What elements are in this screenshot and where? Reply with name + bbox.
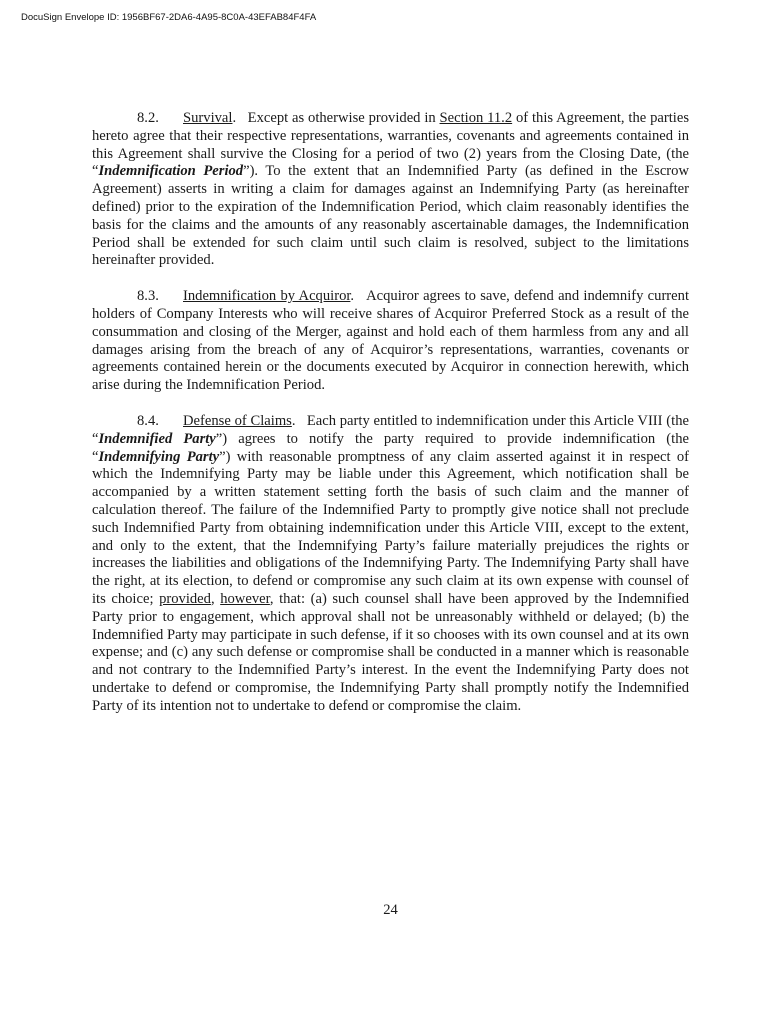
section-text: Acquiror agrees to save, defend and indemnify current holders of Company Interests who will receive shares of Acquiror Preferred Stock as a result of the consummation and closing of the Merger, against and hold each of them harmless from any and all damages arising from the breach of any of Acquiror’s representations, warranties, covenants or agreements contained herein or the documents executed by Acquiror in connection herewith, which arise during the Indemnification Period. [92,288,689,394]
title-punctuation: . [232,110,237,126]
section-number: 8.4. [137,412,159,429]
section-text: Except as otherwise provided in [247,110,440,126]
document-body [92,110,689,734]
title-punctuation: . [291,412,296,429]
section-text: ”) agrees to notify the party required to provide indemnification (the “ [92,430,689,465]
section-title: Defense of Claims [183,412,292,429]
underlined-term: provided [159,590,211,607]
section-number: 8.2. [137,110,159,126]
section-text: , that: (a) such counsel shall have been approved by the Indemnified Party prior to engagement, which approval shall not be unreasonably withheld or delayed; (b) the Indemnified Party may participate in such defense, if it so chooses with its own counsel and at its own expense; and (c) any such defense or compromise shall be conducted in a manner which is reasonable and not contrary to the Indemnified Party’s interest. In the event the Indemnifying Party does not undertake to defend or compromise, the Indemnifying Party shall promptly notify the Indemnified Party of its intention not to undertake to defend or compromise the claim. [92,590,690,714]
envelope-id-header: DocuSign Envelope ID: 1956BF67-2DA6-4A95-8C0A-43EFAB84F4FA [21,12,317,23]
section-title: Survival [183,110,233,126]
section-8-3-indemnification-by-acquiror [92,288,689,395]
page-number: 24 [383,902,398,918]
section-text: Each party entitled to indemnification under this Article VIII (the “ [92,412,689,447]
section-number: 8.3. [137,288,159,305]
section-text: ”). To the extent that an Indemnified Party (as defined in the Escrow Agreement) asserts in writing a claim for damages against an Indemnifying Party (as hereinafter defined) prior to the expiration of the Indemnification Period, which claim reasonably identifies the basis for the claims and the amounts of any reasonably ascertainable damages, the Indemnification Period shall be extended for such claim until such claim is resolved, subject to the limitations hereinafter provided. [92,163,689,269]
section-cross-reference: Section 11.2 [439,110,513,126]
defined-term: Indemnifying Party [98,448,220,465]
section-text: ”) with reasonable promptness of any claim asserted against it in respect of which the Indemnifying Party may be liable under this Agreement, which notification shall be accompanied by a written statement setting forth the basis of such claim and the manner of calculation thereof. The failure of the Indemnified Party to promptly give notice shall not preclude such Indemnified Party from obtaining indemnification under this Article VIII, except to the extent, and only to the extent, that the Indemnifying Party’s failure materially prejudices the rights or increases the liabilities and obligations of the Indemnifying Party. The Indemnifying Party shall have the right, at its election, to defend or compromise any such claim at its own expense with counsel of its choice; [92,448,690,607]
defined-term: Indemnified Party [98,430,216,447]
section-8-4-defense-of-claims [92,413,689,716]
title-punctuation: . [350,288,355,305]
underlined-term: however [220,590,270,607]
section-text: , [210,590,221,607]
section-text: of this Agreement, the parties hereto agree that their respective representations, warranties, covenants and agreements contained in this Agreement shall survive the Closing for a period of two (2) years from the Closing Date, (the “ [92,110,689,180]
section-title: Indemnification by Acquiror [183,288,351,305]
section-8-2-survival [92,110,689,270]
defined-term: Indemnification Period [98,163,244,180]
